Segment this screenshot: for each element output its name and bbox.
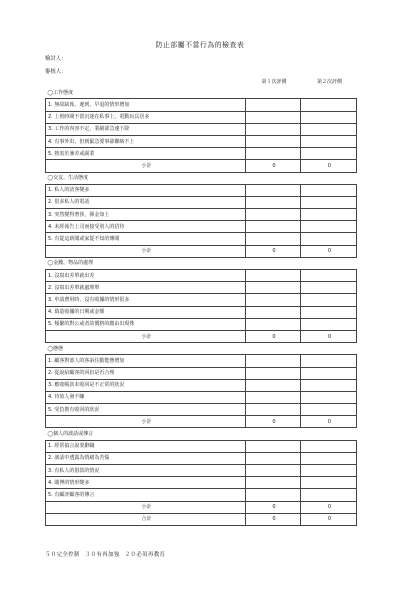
checklist-item-label: 3. 有私人的借款的情況 <box>46 465 246 477</box>
second-evaluation-cell[interactable] <box>301 282 357 294</box>
first-evaluation-cell[interactable] <box>246 196 301 208</box>
subtotal-first-value: 0 <box>246 330 301 342</box>
first-evaluation-cell[interactable] <box>246 294 301 306</box>
page-title: 防止部屬不當行為的檢查表 <box>155 41 245 49</box>
checklist-item-label: 1. 顧客對部人的客訴住勤能態增加 <box>46 355 246 367</box>
second-evaluation-cell[interactable] <box>301 184 357 196</box>
checklist-row <box>46 477 357 489</box>
first-evaluation-cell[interactable] <box>246 404 301 416</box>
checklist-item-label: 1. 沒寫出差單就出差 <box>46 270 246 282</box>
checklist-row <box>46 440 357 452</box>
second-evaluation-cell[interactable] <box>301 135 357 147</box>
first-evaluation-cell[interactable] <box>246 477 301 489</box>
checklist-row <box>46 404 357 416</box>
first-evaluation-cell[interactable] <box>246 306 301 318</box>
second-evaluation-cell[interactable] <box>301 209 357 221</box>
subtotal-row <box>46 330 357 342</box>
subtotal-first-value: 0 <box>246 501 301 513</box>
checklist-row <box>46 209 357 221</box>
section-title: ◯交友、生活態度 <box>47 175 89 182</box>
section-title: ◯態態 <box>47 345 64 352</box>
checklist-row <box>46 465 357 477</box>
checklist-item-label: 2. 很多私人的電話 <box>46 196 246 208</box>
checklist-row <box>46 111 357 123</box>
second-evaluation-cell[interactable] <box>301 391 357 403</box>
checklist-item-label: 5. 有從這新聞或家從不知的傳聞 <box>46 233 246 245</box>
subtotal-second-value: 0 <box>301 501 357 513</box>
second-evaluation-cell[interactable] <box>301 221 357 233</box>
checklist-row <box>46 270 357 282</box>
total-first-value: 0 <box>246 513 301 525</box>
first-evaluation-cell[interactable] <box>246 135 301 147</box>
subtotal-label: 小計 <box>46 160 246 172</box>
subtotal-second-value: 0 <box>301 245 357 257</box>
checklist-row <box>46 391 357 403</box>
first-evaluation-cell[interactable] <box>246 355 301 367</box>
checklist-row <box>46 196 357 208</box>
column-first-evaluation: 第１次評價 <box>261 78 287 85</box>
header-row <box>46 76 357 87</box>
checklist-row <box>46 123 357 135</box>
first-evaluation-cell[interactable] <box>246 452 301 464</box>
checklist-row <box>46 318 357 330</box>
checklist-item-label: 5. 熱衷於兼差或副業 <box>46 148 246 160</box>
subtotal-label: 小計 <box>46 416 246 428</box>
checklist-item-label: 3. 申請費用時，沒有收據的情形很多 <box>46 294 246 306</box>
checklist-row <box>46 221 357 233</box>
first-evaluation-cell[interactable] <box>246 184 301 196</box>
first-evaluation-cell[interactable] <box>246 465 301 477</box>
subtotal-row <box>46 160 357 172</box>
second-evaluation-cell[interactable] <box>301 465 357 477</box>
column-second-evaluation: 第２次評價 <box>316 78 342 85</box>
second-evaluation-cell[interactable] <box>301 440 357 452</box>
checklist-item-label: 3. 工作的內容不定，業績卻急速下降 <box>46 123 246 135</box>
subtotal-first-value: 0 <box>246 245 301 257</box>
total-second-value: 0 <box>301 513 357 525</box>
second-evaluation-cell[interactable] <box>301 233 357 245</box>
total-row <box>46 513 357 525</box>
section-title: ◯工作態度 <box>47 89 74 96</box>
checklist-row <box>46 99 357 111</box>
checklist-item-label: 3. 突然變得奢侈，揮金如土 <box>46 209 246 221</box>
second-evaluation-cell[interactable] <box>301 404 357 416</box>
checklist-row <box>46 294 357 306</box>
second-evaluation-cell[interactable] <box>301 148 357 160</box>
subtotal-first-value: 0 <box>246 416 301 428</box>
checklist-row <box>46 355 357 367</box>
checklist-row <box>46 367 357 379</box>
subtotal-second-value: 0 <box>301 160 357 172</box>
reviewer-label: 審核人： <box>45 69 67 75</box>
second-evaluation-cell[interactable] <box>301 379 357 391</box>
checklist-item-label: 5. 頻繁的對公或者故價格的繳由出現殊 <box>46 318 246 330</box>
checklist-item-label: 1. 無故缺席、遲到、早退的情形增加 <box>46 99 246 111</box>
subtotal-second-value: 0 <box>301 330 357 342</box>
section-header <box>46 87 357 99</box>
checklist-item-label: 2. 沒寫出差單就處理單 <box>46 282 246 294</box>
scoring-legend <box>45 550 168 558</box>
legend-needs-reeducation: ２０必須再教育 <box>124 552 166 558</box>
second-evaluation-cell[interactable] <box>301 489 357 501</box>
subtotal-label: 小計 <box>46 501 246 513</box>
second-evaluation-cell[interactable] <box>301 270 357 282</box>
second-evaluation-cell[interactable] <box>301 306 357 318</box>
first-evaluation-cell[interactable] <box>246 282 301 294</box>
subtotal-first-value: 0 <box>246 160 301 172</box>
checklist-row <box>46 135 357 147</box>
section-header <box>46 172 357 184</box>
first-evaluation-cell[interactable] <box>246 379 301 391</box>
subtotal-label: 小計 <box>46 330 246 342</box>
first-evaluation-cell[interactable] <box>246 367 301 379</box>
checklist-item-label: 4. 賭博的情形變多 <box>46 477 246 489</box>
checklist-row <box>46 489 357 501</box>
checklist-item-label: 3. 應收帳款未收回是不正常的狀況 <box>46 379 246 391</box>
subtotal-second-value: 0 <box>301 416 357 428</box>
second-evaluation-cell[interactable] <box>301 355 357 367</box>
header-spacer <box>46 76 246 87</box>
section-header <box>46 257 357 269</box>
checklist-row <box>46 184 357 196</box>
subtotal-row <box>46 416 357 428</box>
second-evaluation-cell[interactable] <box>301 196 357 208</box>
first-evaluation-cell[interactable] <box>246 233 301 245</box>
first-evaluation-cell[interactable] <box>246 99 301 111</box>
subtotal-row <box>46 245 357 257</box>
second-evaluation-cell[interactable] <box>301 367 357 379</box>
first-evaluation-cell[interactable] <box>246 111 301 123</box>
subtotal-row <box>46 501 357 513</box>
legend-full-control: ５０完全控制 <box>45 552 80 558</box>
legend-needs-strengthening: ３０有再加強 <box>84 552 120 558</box>
checklist-item-label: 5. 受負擔有收回的狀況 <box>46 404 246 416</box>
checklist-item-label: 1. 經常搞言說要辭職 <box>46 440 246 452</box>
checklist-item-label: 4. 有事外出，但到緊急要事卻聯絡不上 <box>46 135 246 147</box>
checklist-row <box>46 452 357 464</box>
first-evaluation-cell[interactable] <box>246 440 301 452</box>
checklist-row <box>46 379 357 391</box>
second-evaluation-cell[interactable] <box>301 477 357 489</box>
checklist-table <box>45 76 357 526</box>
checklist-item-label: 4. 待放人發不賺 <box>46 391 246 403</box>
second-evaluation-cell[interactable] <box>301 452 357 464</box>
second-evaluation-cell[interactable] <box>301 111 357 123</box>
first-evaluation-cell[interactable] <box>246 318 301 330</box>
checklist-row <box>46 233 357 245</box>
first-evaluation-cell[interactable] <box>246 221 301 233</box>
checklist-item-label: 5. 有顧評顧客的傳言 <box>46 489 246 501</box>
first-evaluation-cell[interactable] <box>246 270 301 282</box>
first-evaluation-cell[interactable] <box>246 391 301 403</box>
checklist-item-label: 1. 私人的訪客變多 <box>46 184 246 196</box>
first-evaluation-cell[interactable] <box>246 148 301 160</box>
checklist-item-label: 4. 未經報告上司而接受別人的招待 <box>46 221 246 233</box>
checklist-row <box>46 148 357 160</box>
checklist-row <box>46 282 357 294</box>
checklist-item-label: 2. 上班時間不當沉迷在私事上，電動玩具居多 <box>46 111 246 123</box>
checklist-item-label: 4. 偽造收據的日期或金額 <box>46 306 246 318</box>
first-evaluation-cell[interactable] <box>246 123 301 135</box>
section-title: ◯金錢、物品的處理 <box>47 260 94 267</box>
checklist-item-label: 2. 從說給顧客的回扣是否合理 <box>46 367 246 379</box>
first-evaluation-cell[interactable] <box>246 489 301 501</box>
subtotal-label: 小計 <box>46 245 246 257</box>
total-label: 合計 <box>46 513 246 525</box>
section-header <box>46 343 357 355</box>
second-evaluation-cell[interactable] <box>301 99 357 111</box>
checklist-row <box>46 306 357 318</box>
first-evaluation-cell[interactable] <box>246 209 301 221</box>
checker-label: 檢討人： <box>45 56 67 62</box>
section-title: ◯個人的談話或傳言 <box>47 431 94 438</box>
second-evaluation-cell[interactable] <box>301 123 357 135</box>
checklist-item-label: 2. 談話中透露為情緒為苦惱 <box>46 452 246 464</box>
section-header <box>46 428 357 440</box>
second-evaluation-cell[interactable] <box>301 318 357 330</box>
second-evaluation-cell[interactable] <box>301 294 357 306</box>
